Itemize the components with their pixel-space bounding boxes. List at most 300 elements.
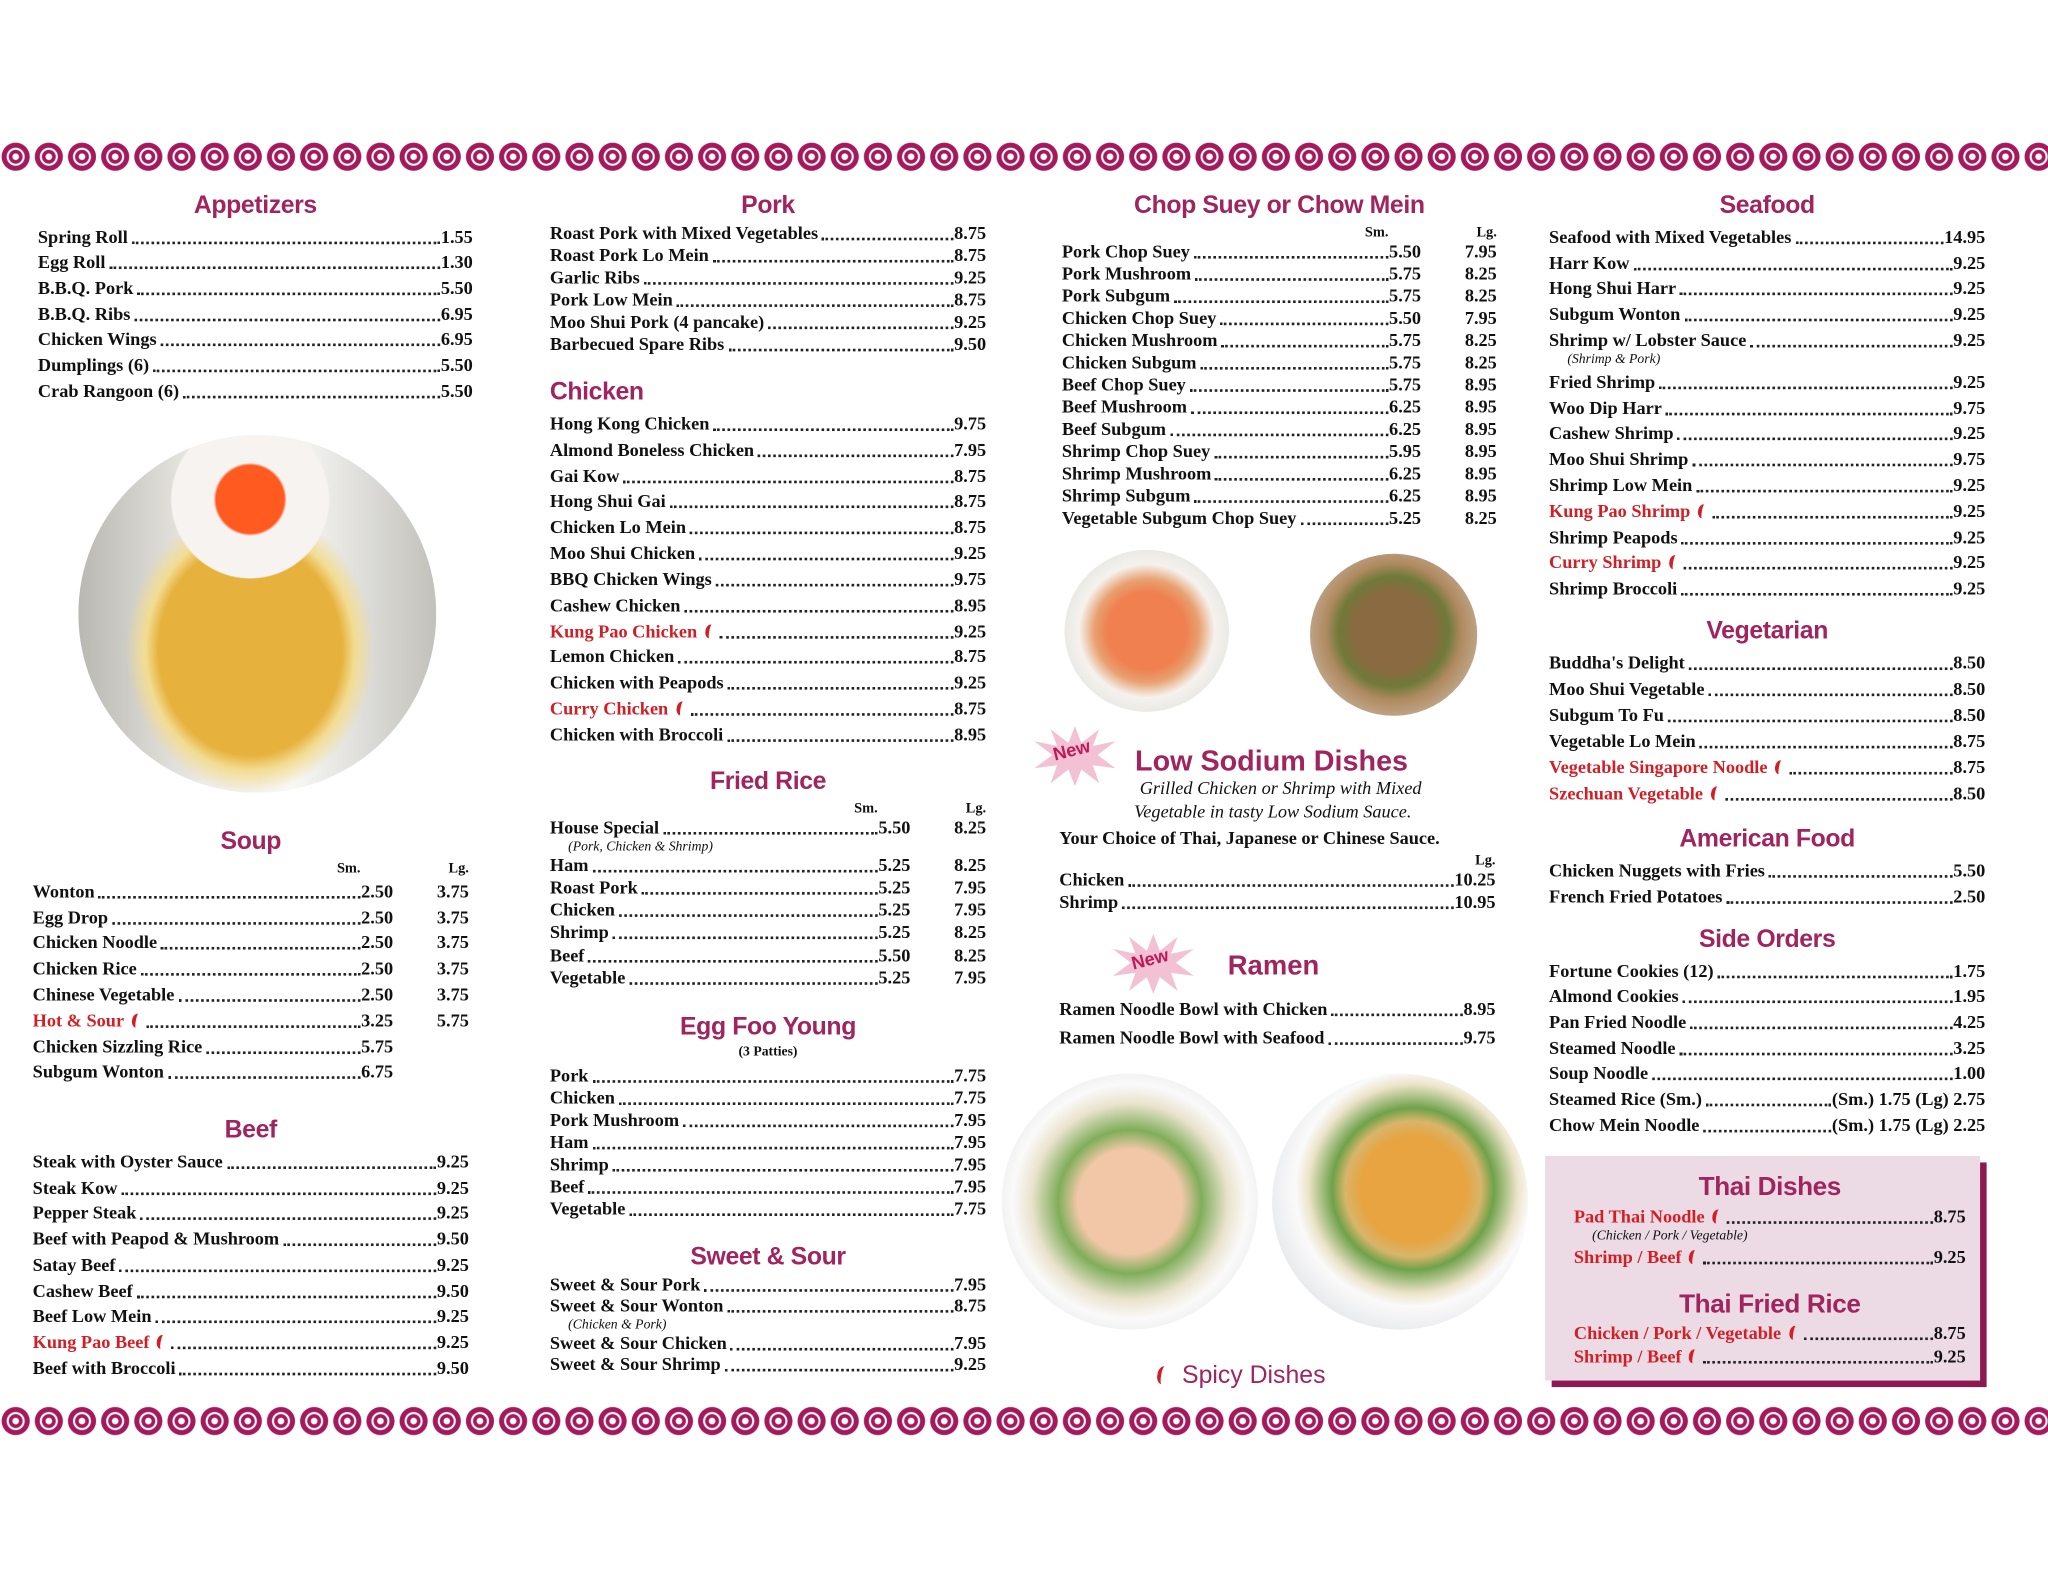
chili-pepper-icon xyxy=(1156,1365,1171,1385)
item-name-text: Szechuan Vegetable xyxy=(1549,784,1703,805)
item-name-text: Shrimp w/ Lobster Sauce xyxy=(1549,331,1747,352)
item-name-text: Sweet & Sour Shrimp xyxy=(549,1355,721,1376)
item-name xyxy=(33,1334,168,1355)
size-header xyxy=(1059,852,1495,870)
item-name xyxy=(1549,862,1765,883)
item-price-large: 3.75 xyxy=(436,960,469,980)
menu-item xyxy=(550,945,986,967)
item-price: 8.50 xyxy=(1953,680,1986,701)
item-name xyxy=(1549,888,1722,909)
item-price-large: 5.75 xyxy=(436,1011,469,1032)
item-name xyxy=(33,934,157,955)
item-price: 9.25 xyxy=(436,1333,469,1354)
dot-leader xyxy=(1680,293,1952,296)
item-price: 8.50 xyxy=(1953,654,1986,674)
new-badge: New xyxy=(1050,735,1093,765)
item-name xyxy=(1549,332,1746,353)
item-price: 9.25 xyxy=(1953,476,1986,497)
item-price: 1.75 xyxy=(1953,962,1986,982)
menu-item xyxy=(550,268,986,290)
dot-leader xyxy=(137,293,439,296)
dot-leader xyxy=(1190,389,1388,392)
item-name xyxy=(1549,228,1791,249)
menu-item xyxy=(1549,675,1985,701)
dot-leader xyxy=(179,1372,435,1375)
menu-item xyxy=(33,1059,469,1085)
section-lowsodium xyxy=(1059,852,1495,915)
chili-pepper-icon xyxy=(1697,503,1710,519)
section-title: Pork xyxy=(741,191,795,220)
dot-leader xyxy=(1300,522,1387,525)
menu-item xyxy=(550,695,986,721)
item-name xyxy=(1059,893,1118,914)
section-title: Fried Rice xyxy=(709,767,827,796)
item-name xyxy=(1549,451,1688,472)
section-title: Side Orders xyxy=(1698,926,1836,954)
section-title: Egg Foo Young xyxy=(680,1013,856,1041)
menu-item xyxy=(550,900,986,922)
menu-item xyxy=(1059,993,1495,1022)
item-name-text: Hong Shui Harr xyxy=(1549,280,1677,300)
dot-leader xyxy=(1727,1221,1933,1224)
item-price: 5.75 xyxy=(1389,265,1422,285)
item-name xyxy=(1549,1039,1675,1060)
dot-leader xyxy=(704,1288,953,1291)
dot-leader xyxy=(141,973,360,976)
menu-item xyxy=(1062,486,1497,508)
spicy-legend xyxy=(1157,1362,1325,1391)
size-small-label: Sm. xyxy=(336,860,361,877)
menu-item xyxy=(1549,549,1985,575)
menu-item xyxy=(1574,1322,1966,1346)
item-price: 5.50 xyxy=(1389,309,1422,330)
dot-leader xyxy=(137,1295,436,1298)
item-price-large: 7.95 xyxy=(1464,309,1497,330)
section-subtitle: (3 Patties) xyxy=(738,1044,798,1060)
item-name-text: Shrimp Broccoli xyxy=(1549,580,1678,600)
menu-item xyxy=(1062,264,1497,286)
dot-leader xyxy=(677,304,953,307)
item-name-text: Shrimp / Beef xyxy=(1573,1347,1682,1368)
item-name xyxy=(33,1012,143,1033)
menu-item xyxy=(33,981,469,1007)
item-price: 9.75 xyxy=(954,570,987,591)
item-name-text: Beef Chop Suey xyxy=(1061,376,1186,396)
menu-item xyxy=(1549,523,1985,549)
item-name-text: Sweet & Sour Chicken xyxy=(549,1334,727,1354)
item-price: 7.95 xyxy=(954,1111,987,1132)
section-appetizers xyxy=(38,189,473,403)
menu-item xyxy=(550,1275,986,1297)
item-name-text: Beef with Broccoli xyxy=(32,1359,176,1379)
dot-leader xyxy=(1703,1130,1830,1133)
dot-leader xyxy=(132,241,440,244)
item-name xyxy=(550,857,589,878)
item-price: 5.50 xyxy=(878,819,911,839)
dot-leader xyxy=(613,937,877,940)
item-name-text: Moo Shui Vegetable xyxy=(1549,680,1705,701)
item-name-text: Chicken xyxy=(549,901,615,922)
item-name-text: Subgum Wonton xyxy=(1549,305,1681,326)
item-price: 9.25 xyxy=(1953,280,1986,300)
item-name-text: Chicken / Pork / Vegetable xyxy=(1573,1324,1782,1344)
item-price: 6.95 xyxy=(440,331,473,351)
dot-leader xyxy=(1706,1104,1831,1107)
item-name-text: B.B.Q. Ribs xyxy=(37,305,131,325)
dot-leader xyxy=(206,1051,360,1054)
item-price: 2.50 xyxy=(361,986,394,1006)
item-name-text: Lemon Chicken xyxy=(549,648,675,668)
seafood-ramen-photo xyxy=(1002,1074,1258,1330)
item-name xyxy=(1549,654,1685,675)
dot-leader xyxy=(670,506,953,509)
menu-item xyxy=(1062,330,1497,352)
dot-leader xyxy=(1122,906,1453,909)
item-name-text: Gai Kow xyxy=(549,466,620,487)
dot-leader xyxy=(1726,901,1952,904)
dot-leader xyxy=(1215,478,1387,481)
menu-item xyxy=(1059,870,1495,892)
dish-photo-1 xyxy=(1064,550,1229,712)
item-name xyxy=(550,415,710,436)
dot-leader xyxy=(119,1269,435,1272)
item-name-text: Almond Cookies xyxy=(1549,987,1679,1008)
menu-item xyxy=(1549,472,1985,498)
dot-leader xyxy=(713,428,952,431)
item-price: 9.25 xyxy=(436,1152,469,1173)
section-friedrice xyxy=(550,765,986,989)
dot-leader xyxy=(728,349,953,352)
item-name-text: Pork Mushroom xyxy=(1061,265,1192,285)
menu-item xyxy=(1574,1245,1966,1270)
item-price: (Sm.) 1.75 (Lg) 2.25 xyxy=(1831,1116,1986,1137)
item-price: 5.25 xyxy=(878,857,911,877)
menu-item xyxy=(38,249,473,275)
dot-leader xyxy=(642,892,877,895)
dot-leader xyxy=(1689,667,1952,670)
menu-item xyxy=(33,1329,469,1355)
menu-item xyxy=(550,462,986,488)
dot-leader xyxy=(663,832,877,835)
menu-item xyxy=(33,1174,469,1200)
item-price: 9.25 xyxy=(1933,1248,1966,1269)
item-name xyxy=(550,1112,679,1133)
item-name-text: Seafood with Mixed Vegetables xyxy=(1549,228,1792,248)
menu-item xyxy=(33,1277,469,1303)
size-large-label: Lg. xyxy=(965,800,987,817)
item-price: 3.25 xyxy=(361,1011,394,1032)
menu-item xyxy=(550,643,986,669)
low-sodium-desc-2: Vegetable in tasty Low Sodium Sauce. xyxy=(1134,803,1412,823)
dot-leader xyxy=(1708,694,1952,697)
item-name xyxy=(1062,509,1297,530)
item-name-text: Shrimp Chop Suey xyxy=(1061,442,1211,463)
item-price: 8.75 xyxy=(954,1296,987,1317)
item-name xyxy=(1062,421,1166,442)
bottom-ornament-border xyxy=(0,1405,2048,1436)
item-price-large: 8.95 xyxy=(1464,398,1497,418)
item-name-text: Hong Kong Chicken xyxy=(549,415,710,435)
item-name-text: Sweet & Sour Wonton xyxy=(549,1296,724,1317)
dot-leader xyxy=(146,1025,360,1028)
menu-item xyxy=(1062,308,1497,330)
item-price-large: 8.25 xyxy=(1464,287,1497,307)
menu-item xyxy=(38,378,473,404)
menu-item xyxy=(1549,575,1985,601)
menu-item xyxy=(1549,957,1985,983)
size-large-label: Lg. xyxy=(448,860,469,877)
dot-leader xyxy=(1331,1014,1462,1017)
item-price: 5.75 xyxy=(1389,331,1422,352)
section-pork xyxy=(550,189,986,356)
item-name-text: Chicken xyxy=(549,1089,615,1109)
section-thai xyxy=(1574,1170,1966,1269)
item-name xyxy=(550,648,674,669)
item-price: 7.95 xyxy=(954,1275,987,1296)
menu-item xyxy=(550,488,986,514)
item-price: 2.50 xyxy=(1953,888,1986,908)
dot-leader xyxy=(1666,412,1952,415)
item-price-large: 8.25 xyxy=(1464,509,1497,529)
menu-item xyxy=(1549,368,1985,394)
item-name xyxy=(1549,1014,1686,1035)
menu-item xyxy=(550,1199,986,1221)
section-beef xyxy=(33,1114,469,1380)
item-price-large: 7.95 xyxy=(954,901,987,922)
item-name xyxy=(38,254,106,275)
dot-leader xyxy=(719,636,952,639)
item-name xyxy=(550,545,695,566)
dot-leader xyxy=(134,318,439,321)
dot-leader xyxy=(1750,345,1952,348)
dot-leader xyxy=(716,584,953,587)
dot-leader xyxy=(1696,490,1952,493)
item-name xyxy=(33,1205,137,1226)
item-price: 5.25 xyxy=(1389,509,1422,529)
item-name-text: Wonton xyxy=(32,882,95,903)
item-name-text: Pad Thai Noodle xyxy=(1573,1208,1705,1228)
item-name xyxy=(33,986,175,1007)
item-name xyxy=(1062,265,1191,286)
section-title: Beef xyxy=(224,1116,277,1145)
item-name xyxy=(550,726,723,747)
item-name-text: Chicken Sizzling Rice xyxy=(32,1037,203,1058)
item-price: 8.75 xyxy=(954,648,987,668)
item-price: 8.50 xyxy=(1953,784,1986,805)
item-note: (Shrimp & Pork) xyxy=(1567,352,1661,367)
menu-item xyxy=(33,878,469,904)
item-name-text: Ham xyxy=(549,1133,589,1154)
dot-leader xyxy=(99,896,360,899)
dot-leader xyxy=(168,1077,360,1080)
item-name xyxy=(550,946,585,967)
menu-item xyxy=(1549,394,1985,420)
item-price: 6.25 xyxy=(1389,398,1422,418)
chili-pepper-icon xyxy=(1711,1209,1724,1225)
menu-item xyxy=(33,1225,469,1251)
menu-item xyxy=(1549,223,1985,249)
dot-leader xyxy=(684,610,952,613)
item-price-large: 3.75 xyxy=(436,934,469,954)
item-name xyxy=(38,305,130,326)
section-title: Chop Suey or Chow Mein xyxy=(1134,191,1425,220)
item-price-large: 8.25 xyxy=(1464,353,1497,374)
menu-item xyxy=(1059,1021,1495,1050)
item-price: 5.25 xyxy=(878,879,911,899)
size-large-label: Lg. xyxy=(1476,224,1497,241)
menu-item xyxy=(550,436,986,462)
item-name xyxy=(1549,1116,1699,1137)
dot-leader xyxy=(727,1310,952,1313)
item-name-text: Chow Mein Noodle xyxy=(1549,1116,1700,1137)
item-name-text: Pork Mushroom xyxy=(549,1111,680,1132)
menu-item xyxy=(1549,446,1985,472)
item-name-text: Chicken Subgum xyxy=(1061,353,1197,374)
dot-leader xyxy=(592,870,877,873)
item-price: 9.25 xyxy=(954,1355,987,1376)
menu-item xyxy=(1549,883,1985,909)
item-name-text: Chicken xyxy=(1059,871,1125,891)
item-price: 6.75 xyxy=(361,1063,394,1084)
dot-leader xyxy=(1692,464,1952,467)
section-title: Thai Dishes xyxy=(1698,1172,1841,1202)
menu-item xyxy=(38,223,473,249)
dot-leader xyxy=(588,1191,952,1194)
item-price: 9.50 xyxy=(436,1281,469,1302)
chili-pepper-icon xyxy=(1774,759,1787,775)
item-name xyxy=(550,902,615,923)
item-price: 9.25 xyxy=(1953,528,1986,548)
item-name-text: Pork xyxy=(549,1067,589,1087)
item-name xyxy=(550,467,620,488)
dot-leader xyxy=(678,661,953,664)
item-name xyxy=(550,700,687,721)
dot-leader xyxy=(1174,300,1388,303)
item-price: 8.95 xyxy=(954,726,987,746)
item-name-text: Vegetable xyxy=(549,1200,626,1220)
item-price: 9.25 xyxy=(954,313,987,334)
size-header xyxy=(1062,223,1497,241)
item-price: 5.95 xyxy=(1389,442,1422,463)
item-price: 8.75 xyxy=(954,700,987,720)
dot-leader xyxy=(588,959,877,962)
item-name xyxy=(1549,425,1673,446)
section-title: Soup xyxy=(220,828,281,856)
low-sodium-desc-1: Grilled Chicken or Shrimp with Mixed xyxy=(1139,779,1422,800)
item-price-large: 3.75 xyxy=(436,882,469,903)
item-price-large: 8.95 xyxy=(1464,442,1497,463)
item-name xyxy=(33,1153,223,1174)
dot-leader xyxy=(153,370,439,373)
size-header xyxy=(33,859,469,877)
item-price: 8.75 xyxy=(954,466,987,487)
item-price: 1.95 xyxy=(1953,987,1986,1008)
item-price: 9.75 xyxy=(1953,450,1986,471)
chili-pepper-icon xyxy=(131,1012,144,1028)
item-price: 9.25 xyxy=(1953,331,1986,352)
item-name-text: Woo Dip Harr xyxy=(1549,399,1662,419)
item-name xyxy=(1549,399,1662,420)
menu-item xyxy=(33,1303,469,1329)
item-name-text: Shrimp Low Mein xyxy=(1549,476,1693,497)
menu-item xyxy=(1062,375,1497,397)
item-name xyxy=(1549,254,1629,275)
item-name xyxy=(550,597,681,618)
item-name xyxy=(550,879,638,900)
item-price: 8.95 xyxy=(1463,1000,1496,1021)
item-name-text: Beef xyxy=(549,1178,585,1198)
dot-leader xyxy=(1195,278,1388,281)
section-sides xyxy=(1549,923,1985,1137)
item-price: 9.25 xyxy=(954,544,987,565)
dot-leader xyxy=(1200,367,1387,370)
low-sodium-title: Low Sodium Dishes xyxy=(1135,744,1409,778)
item-name-text: Egg Drop xyxy=(32,908,109,929)
item-name-text: Hong Shui Gai xyxy=(549,492,666,513)
section-title: Thai Fried Rice xyxy=(1679,1290,1861,1320)
dot-leader xyxy=(1677,438,1952,441)
size-small-label: Sm. xyxy=(854,800,878,817)
item-price: 6.95 xyxy=(440,305,473,325)
dot-leader xyxy=(731,1347,953,1350)
menu-item xyxy=(38,300,473,326)
item-price: 6.25 xyxy=(1389,487,1422,507)
item-name-text: Moo Shui Shrimp xyxy=(1549,450,1689,471)
menu-item xyxy=(550,1132,986,1154)
item-name xyxy=(1549,680,1704,701)
item-price: 8.75 xyxy=(954,246,987,267)
item-price: 2.50 xyxy=(361,908,394,929)
section-ramen xyxy=(1059,993,1495,1050)
item-price: 7.75 xyxy=(954,1089,987,1109)
dot-leader xyxy=(727,739,953,742)
item-name xyxy=(1059,1000,1327,1021)
menu-item xyxy=(550,290,986,312)
dot-leader xyxy=(1790,772,1952,775)
menu-item xyxy=(550,246,986,268)
menu-item xyxy=(1062,419,1497,441)
dot-leader xyxy=(619,1102,953,1105)
item-price: 9.25 xyxy=(1953,502,1986,523)
item-price: 5.25 xyxy=(878,924,911,944)
item-price: 9.50 xyxy=(954,335,987,356)
dot-leader xyxy=(178,999,360,1002)
item-name-text: Garlic Ribs xyxy=(549,269,640,289)
item-name xyxy=(1062,310,1216,331)
item-name xyxy=(33,1064,164,1085)
chili-pepper-icon xyxy=(1788,1325,1801,1341)
item-name xyxy=(33,960,137,981)
item-name-text: Chicken Mushroom xyxy=(1061,331,1218,352)
item-price: 8.75 xyxy=(954,291,987,311)
dot-leader xyxy=(1704,1262,1933,1265)
item-name xyxy=(1062,398,1187,419)
item-price: 9.25 xyxy=(436,1256,469,1276)
item-name-text: Chicken with Peapods xyxy=(549,674,724,694)
item-name-text: Steak Kow xyxy=(32,1178,118,1199)
item-price-large: 8.95 xyxy=(1464,487,1497,507)
dot-leader xyxy=(1681,593,1952,596)
chili-pepper-icon xyxy=(1688,1348,1701,1364)
dot-leader xyxy=(161,947,360,950)
item-name xyxy=(550,1089,615,1110)
item-name-text: Chicken Wings xyxy=(37,331,157,351)
item-name xyxy=(33,883,95,904)
item-name xyxy=(550,622,716,643)
item-name-text: Cashew Beef xyxy=(32,1281,133,1302)
section-soup xyxy=(33,825,469,1084)
item-name-text: Almond Boneless Chicken xyxy=(549,441,755,461)
